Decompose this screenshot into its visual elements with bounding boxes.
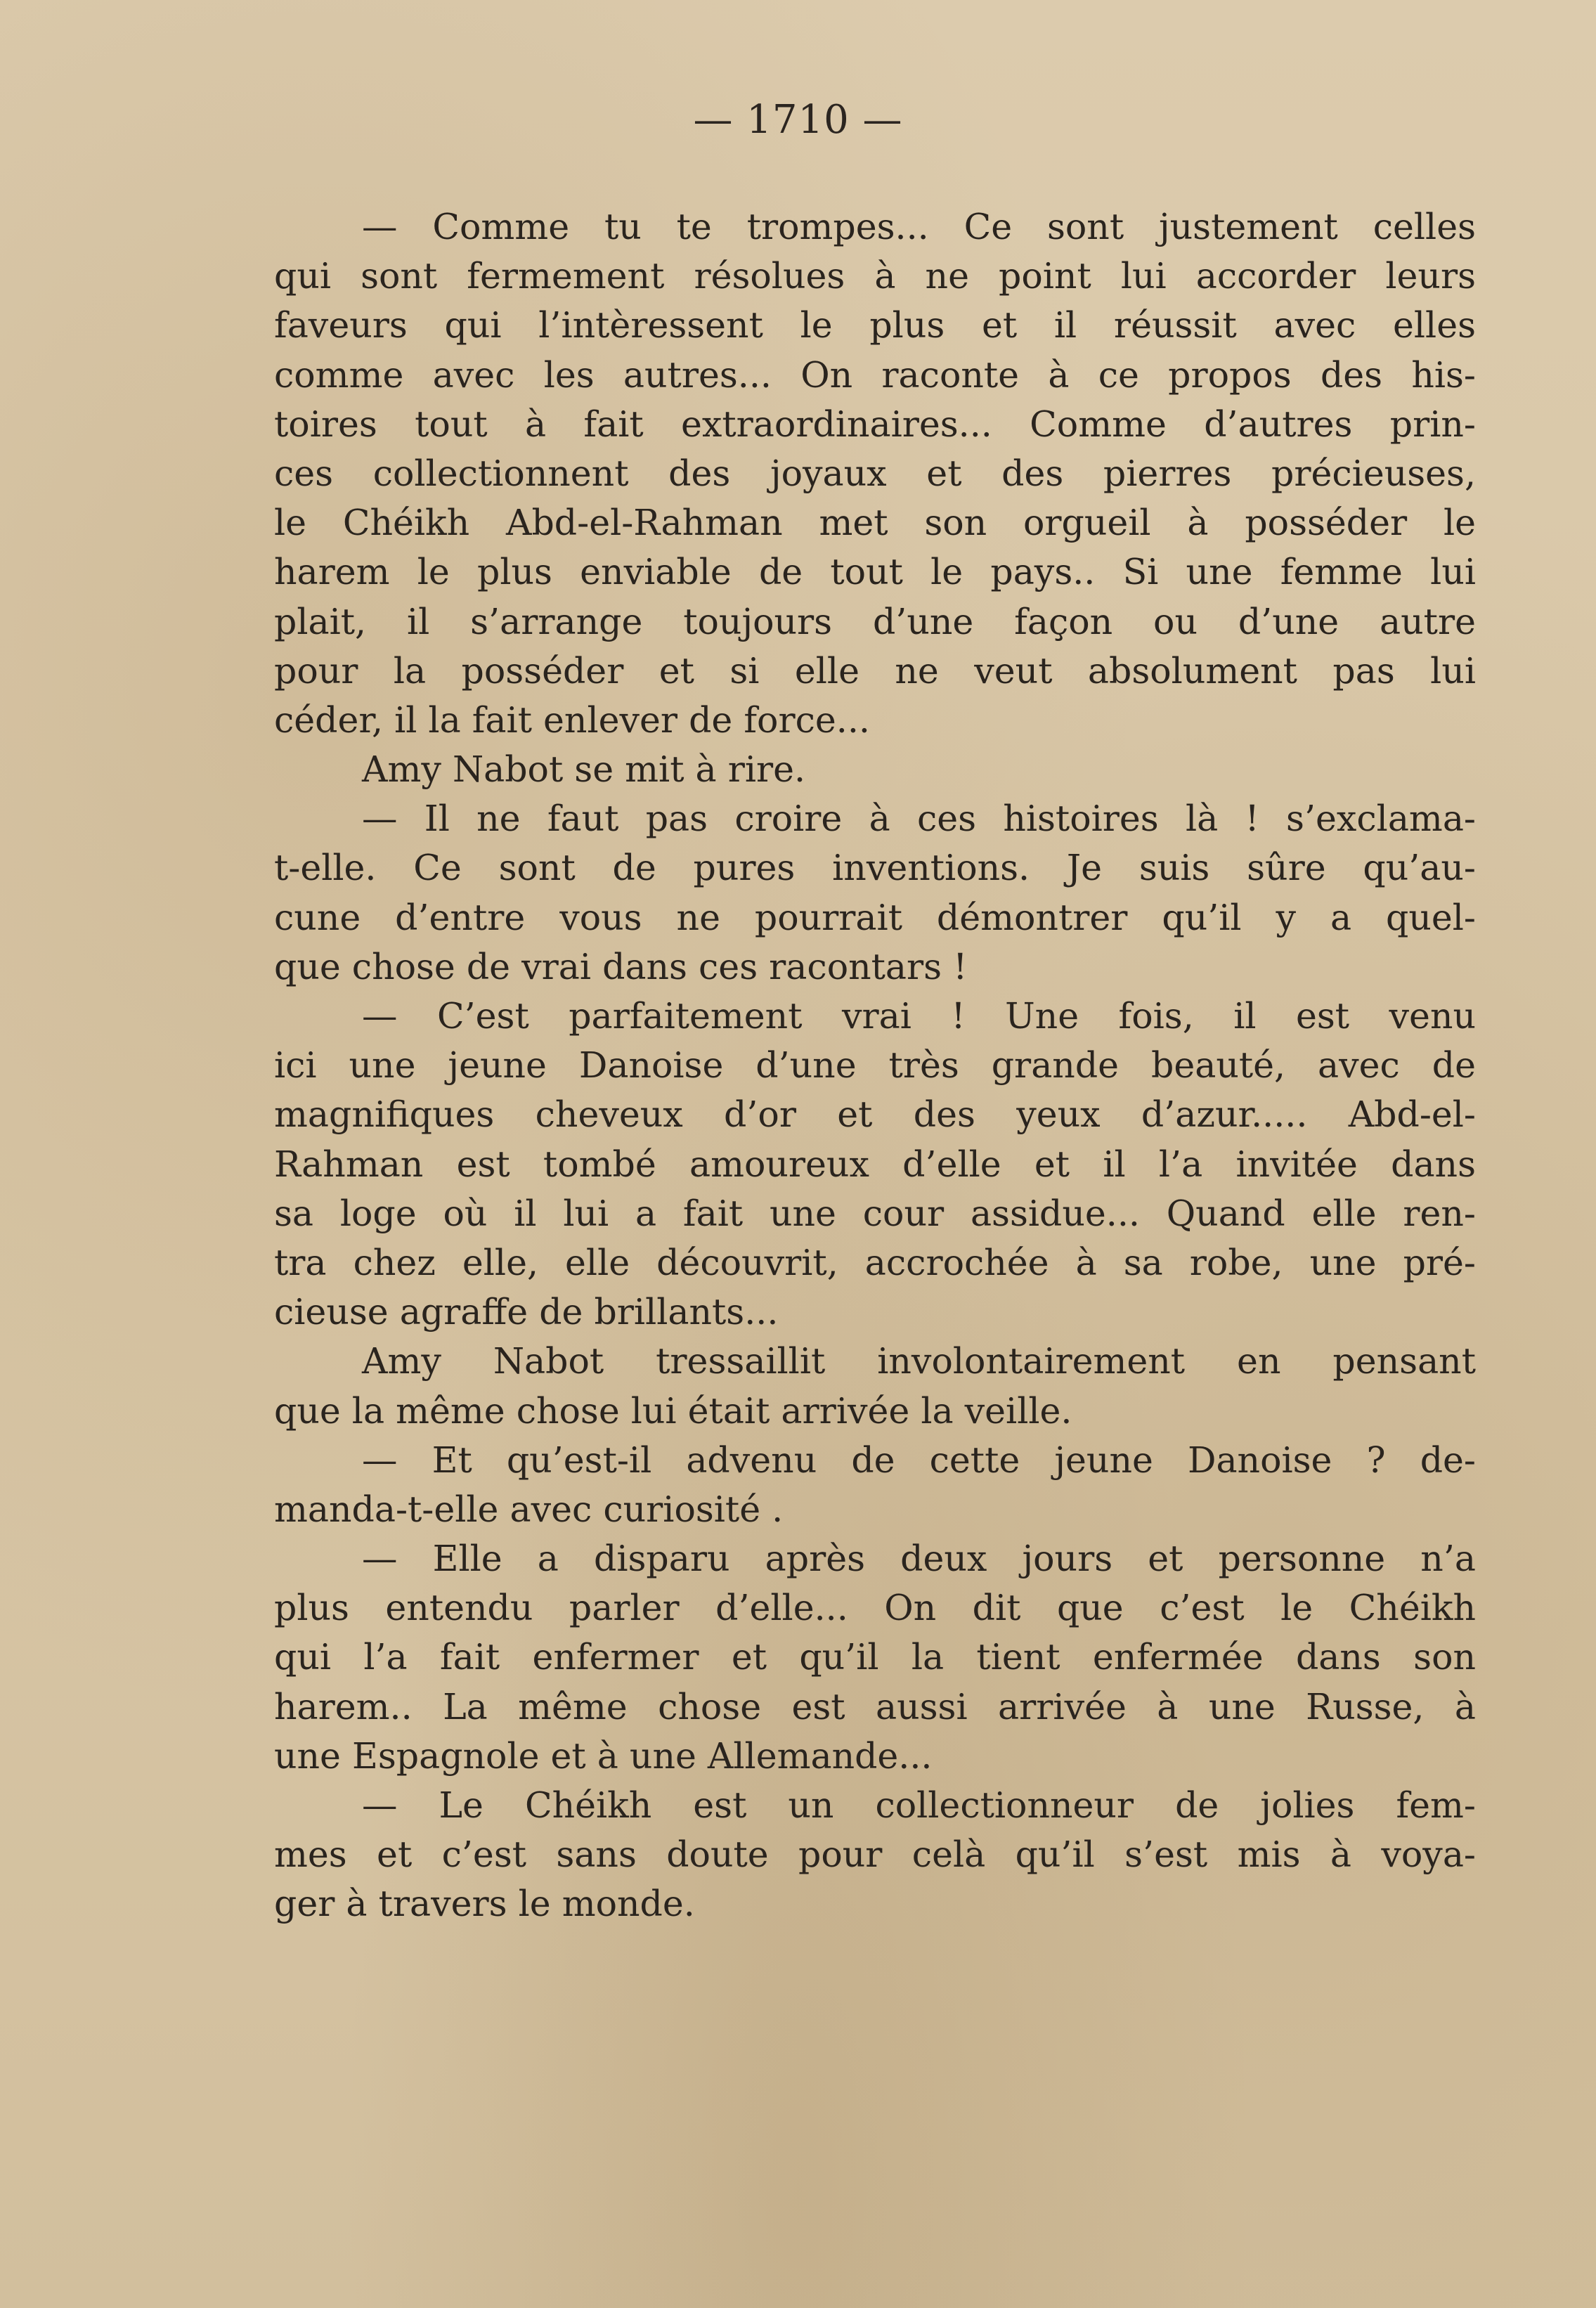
body-text <box>274 202 1476 1929</box>
page-number: — 1710 — <box>693 97 903 143</box>
text-line: Amy Nabot tressaillit involontairement en pensant <box>362 1340 1476 1382</box>
text-line: qui sont fermement résolues à ne point lui accorder leurs <box>274 255 1476 297</box>
text-line: harem.. La même chose est aussi arrivée à une Russe, à <box>274 1685 1476 1727</box>
text-line: faveurs qui l’intèressent le plus et il réussit avec elles <box>274 304 1476 346</box>
text-line: harem le plus enviable de tout le pays.. Si une femme lui <box>274 551 1476 593</box>
text-line: mes et c’est sans doute pour celà qu’il s’est mis à voya- <box>274 1834 1476 1876</box>
text-line: magnifiques cheveux d’or et des yeux d’azur..... Abd-el- <box>274 1094 1476 1136</box>
text-line: une Espagnole et à une Allemande... <box>274 1735 933 1777</box>
text-line: ger à travers le monde. <box>274 1883 695 1925</box>
text-line: plus entendu parler d’elle... On dit que c’est le Chéikh <box>274 1587 1476 1629</box>
text-line: Amy Nabot se mit à rire. <box>362 748 806 791</box>
text-line: le Chéikh Abd-el-Rahman met son orgueil à posséder le <box>274 502 1476 544</box>
text-line: sa loge où il lui a fait une cour assidue... Quand elle ren- <box>274 1192 1476 1234</box>
text-line: tra chez elle, elle découvrit, accrochée à sa robe, une pré- <box>274 1241 1476 1283</box>
text-line: comme avec les autres... On raconte à ce propos des his- <box>274 354 1476 396</box>
text-line: — Et qu’est-il advenu de cette jeune Danoise ? de- <box>362 1439 1476 1481</box>
text-line: — C’est parfaitement vrai ! Une fois, il est venu <box>362 995 1476 1037</box>
text-line: — Le Chéikh est un collectionneur de jolies fem- <box>362 1784 1476 1826</box>
text-line: t-elle. Ce sont de pures inventions. Je suis sûre qu’au- <box>274 847 1476 889</box>
text-line: manda-t-elle avec curiosité . <box>274 1488 784 1530</box>
text-line: que chose de vrai dans ces racontars ! <box>274 945 968 987</box>
text-line: — Il ne faut pas croire à ces histoires là ! s’exclama- <box>362 798 1476 840</box>
text-line: ici une jeune Danoise d’une très grande beauté, avec de <box>274 1044 1476 1087</box>
text-line: pour la posséder et si elle ne veut absolument pas lui <box>274 649 1476 692</box>
text-line: cune d’entre vous ne pourrait démontrer qu’il y a quel- <box>274 896 1476 938</box>
text-line: — Comme tu te trompes... Ce sont justement celles <box>362 206 1476 247</box>
text-line: toires tout à fait extraordinaires... Comme d’autres prin- <box>274 403 1476 445</box>
text-line: plait, il s’arrange toujours d’une façon ou d’une autre <box>274 600 1476 642</box>
text-line: cieuse agraffe de brillants... <box>274 1291 779 1333</box>
text-line: Rahman est tombé amoureux d’elle et il l’a invitée dans <box>274 1143 1476 1185</box>
text-line: — Elle a disparu après deux jours et personne n’a <box>362 1538 1476 1580</box>
text-line: ces collectionnent des joyaux et des pierres précieuses, <box>274 452 1476 494</box>
text-line: qui l’a fait enfermer et qu’il la tient enfermée dans son <box>274 1636 1476 1678</box>
text-line: céder, il la fait enlever de force... <box>274 699 870 741</box>
text-line: que la même chose lui était arrivée la veille. <box>274 1389 1072 1432</box>
